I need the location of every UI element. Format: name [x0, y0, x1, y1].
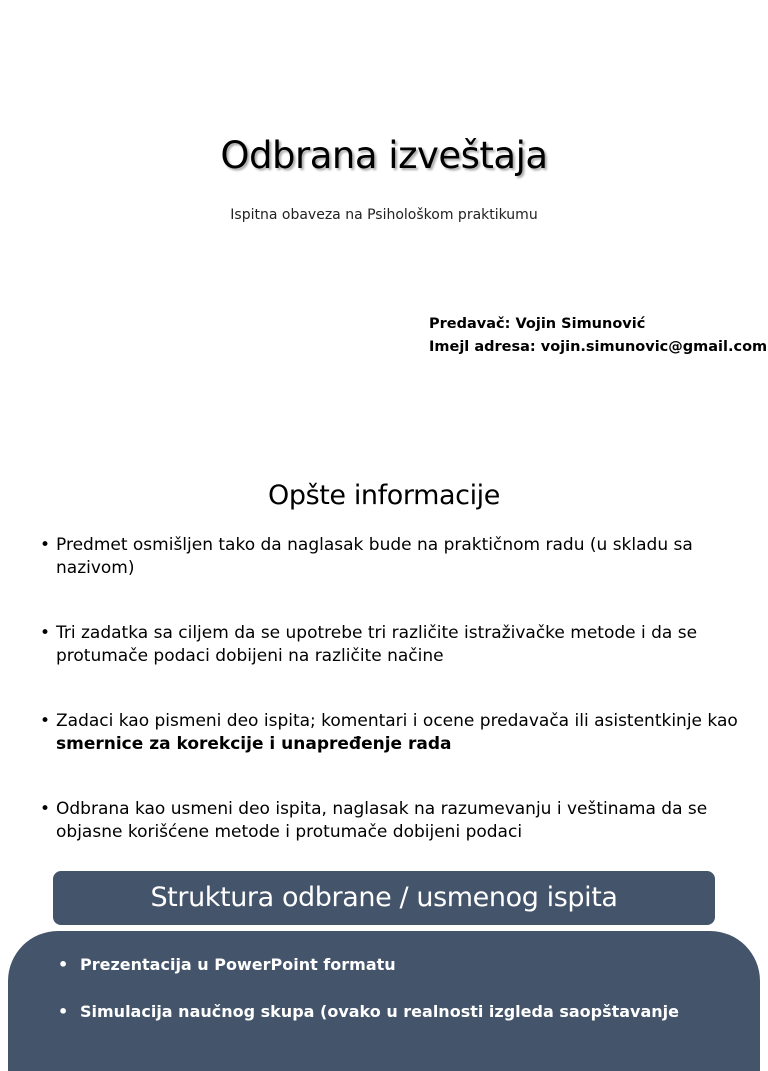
bullet-item: [40, 798, 740, 844]
bullet-list: [40, 534, 740, 886]
bullet-text: Zadaci kao pismeni deo ispita; komentari i ocene predavača ili asistentkinje kao: [56, 711, 738, 731]
title-slide: [0, 0, 768, 440]
slide-title: Odbrana izveštaja: [220, 134, 548, 177]
structure-slide: [0, 860, 768, 1024]
bullet-item: [40, 622, 740, 668]
general-info-slide: [0, 460, 768, 860]
bullet-list: [58, 955, 679, 1049]
email-line: Imejl adresa: vojin.simunovic@gmail.com: [429, 339, 768, 355]
bullet-text: Tri zadatka sa ciljem da se upotrebe tri različite istraživačke metode i da se protumače podaci dobijeni na različite načine: [56, 623, 698, 666]
slide-title: Opšte informacije: [267, 480, 500, 511]
slide-subtitle: Ispitna obaveza na Psihološkom praktikumu: [230, 207, 538, 223]
section-banner: Struktura odbrane / usmenog ispita: [53, 871, 715, 925]
bullet-icon: •: [40, 799, 51, 819]
bullet-icon: •: [40, 623, 51, 643]
bullet-item: [58, 1002, 679, 1021]
presenter-line: Predavač: Vojin Simunović: [429, 316, 646, 332]
bullet-icon: •: [40, 711, 51, 731]
bullet-icon: •: [58, 1002, 69, 1021]
bullet-text: Simulacija naučnog skupa (ovako u realnosti izgleda saopštavanje: [80, 1002, 680, 1021]
content-panel: [8, 931, 760, 1071]
bullet-text: Predmet osmišljen tako da naglasak bude na praktičnom radu (u skladu sa nazivom): [56, 535, 693, 578]
bullet-item: [58, 955, 679, 974]
bullet-bold-text: smernice za korekcije i unapređenje rada: [56, 734, 452, 754]
bullet-icon: •: [40, 535, 51, 555]
bullet-item: [40, 534, 740, 580]
bullet-icon: •: [58, 955, 69, 974]
bullet-text: Odbrana kao usmeni deo ispita, naglasak na razumevanju i veštinama da se objasne korišćene metode i protumače dobijeni podaci: [56, 799, 708, 842]
bullet-item: [40, 710, 740, 756]
bullet-text: Prezentacija u PowerPoint formatu: [80, 955, 396, 974]
